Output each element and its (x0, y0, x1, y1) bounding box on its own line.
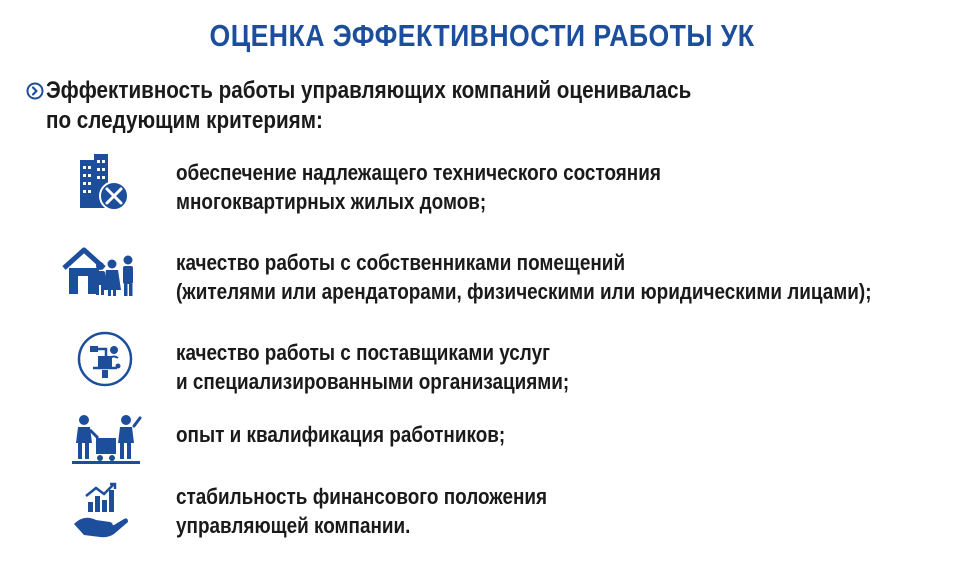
house-residents-icon (62, 242, 132, 306)
chevron-bullet-icon (26, 82, 44, 100)
criterion-line-1: стабильность финансового положения (176, 484, 548, 509)
criterion-line-1: обеспечение надлежащего технического состояния (176, 160, 661, 185)
criterion-line-1: качество работы с поставщиками услуг (176, 340, 550, 365)
hand-growth-chart-icon (72, 482, 142, 546)
criterion-line-2: и специализированными организациями; (176, 369, 570, 394)
page-title: ОЦЕНКА ЭФФЕКТИВНОСТИ РАБОТЫ УК (209, 18, 755, 53)
criterion-technical-condition (0, 150, 964, 220)
criterion-line-2: многоквартирных жилых домов; (176, 189, 487, 214)
criterion-owners (0, 240, 964, 310)
criterion-suppliers (0, 330, 964, 400)
criterion-line-1: качество работы с собственниками помещений (176, 250, 626, 275)
criterion-line-2: (жителями или арендаторами, физическими или юридическими лицами); (176, 279, 872, 304)
workers-icon (70, 412, 140, 476)
utilities-circle-icon (76, 330, 146, 394)
intro-block (26, 76, 906, 136)
criterion-text (176, 420, 505, 449)
criterion-line-2: управляющей компании. (176, 513, 411, 538)
criterion-text (176, 248, 872, 306)
buildings-wrench-icon (70, 152, 140, 216)
intro-line-1: Эффективность работы управляющих компаний оценивалась (46, 77, 692, 104)
criterion-financial (0, 480, 964, 550)
criterion-text (176, 338, 569, 396)
criterion-experience (0, 410, 964, 480)
criterion-text (176, 158, 661, 216)
criterion-text (176, 482, 547, 540)
criterion-line-1: опыт и квалификация работников; (176, 422, 506, 447)
intro-line-2: по следующим критериям: (46, 107, 323, 134)
intro-text (46, 76, 786, 136)
